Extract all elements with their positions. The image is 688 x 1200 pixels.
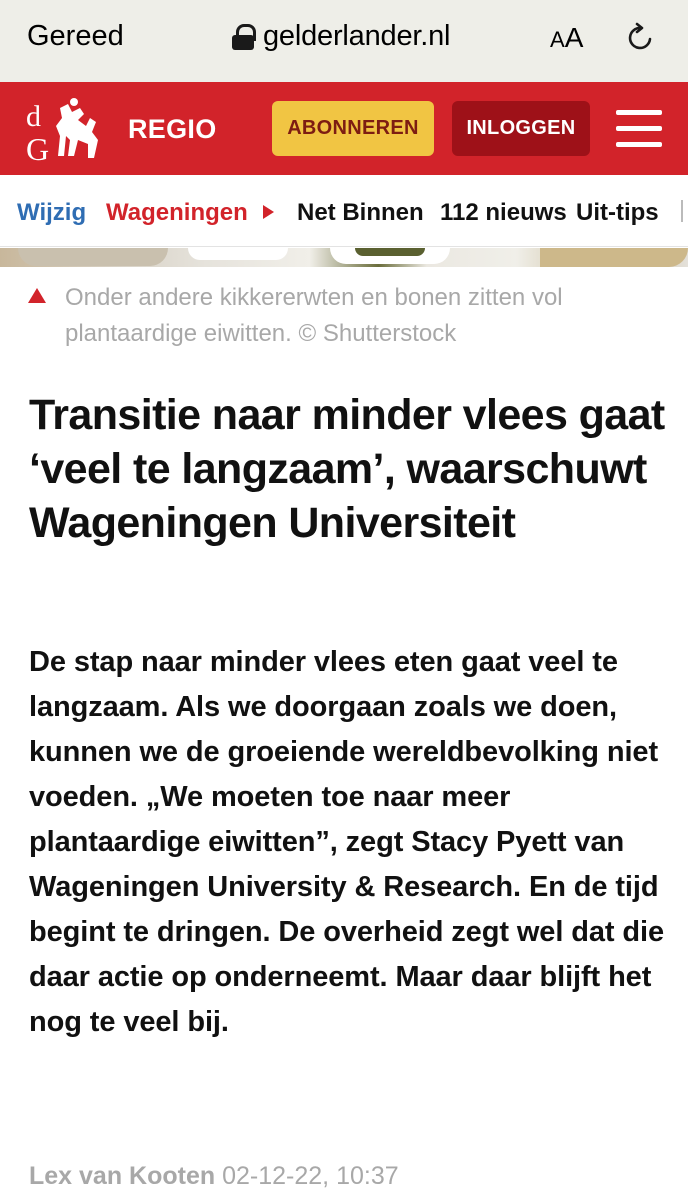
caption-triangle-icon — [28, 288, 46, 303]
lock-icon — [232, 24, 254, 50]
nav-item-112-nieuws[interactable]: 112 nieuws — [440, 199, 567, 226]
login-button[interactable]: INLOGGEN — [452, 101, 590, 156]
publish-date: 02-12-22, 10:37 — [222, 1162, 399, 1190]
byline — [29, 1162, 399, 1191]
location-link[interactable]: Wageningen — [106, 199, 248, 226]
reload-icon[interactable] — [626, 22, 656, 52]
section-title[interactable]: REGIO — [128, 114, 217, 144]
svg-text:G: G — [26, 131, 50, 164]
photo-caption: Onder andere kikkererwten en bonen zitten vol plantaardige eiwitten. © Shutterstock — [65, 284, 563, 347]
nav-item-net-binnen[interactable]: Net Binnen — [297, 199, 424, 226]
edit-location-link[interactable]: Wijzig — [17, 199, 87, 226]
photo-bowl — [18, 248, 168, 266]
photo-bowl — [188, 248, 288, 260]
article-lead: De stap naar minder vlees eten gaat veel te langzaam. Als we doorgaan zoals we doen, kunnen we de groeiende wereldbevolking niet voeden. „We moeten toe naar meer plantaardige eiwitten”, zegt Stacy Pyett van Wageningen University & Research. En de tijd begint te dringen. De overheid zegt wel dat die daar actie op onderneemt. Maar daar blijft het nog te veel bij. — [29, 646, 664, 1038]
url-text: gelderlander.nl — [263, 20, 451, 52]
gelderlander-logo[interactable] — [24, 96, 106, 164]
photo-bowl — [355, 248, 425, 256]
nav-item-uit-tips[interactable]: Uit-tips — [576, 199, 659, 226]
play-arrow-icon — [263, 205, 274, 219]
article-headline: Transitie naar minder vlees gaat ‘veel te langzaam’, waarschuwt Wageningen Universiteit — [29, 391, 665, 547]
photo-bowl — [540, 248, 688, 267]
hamburger-menu-icon[interactable] — [616, 110, 662, 148]
text-size-button[interactable]: AA — [550, 22, 584, 53]
nav-divider — [681, 200, 683, 222]
subscribe-button[interactable]: ABONNEREN — [272, 101, 434, 156]
url-field[interactable] — [232, 20, 450, 53]
status-label: Gereed — [27, 20, 124, 52]
svg-text:d: d — [26, 100, 41, 133]
author-name[interactable]: Lex van Kooten — [29, 1162, 216, 1190]
